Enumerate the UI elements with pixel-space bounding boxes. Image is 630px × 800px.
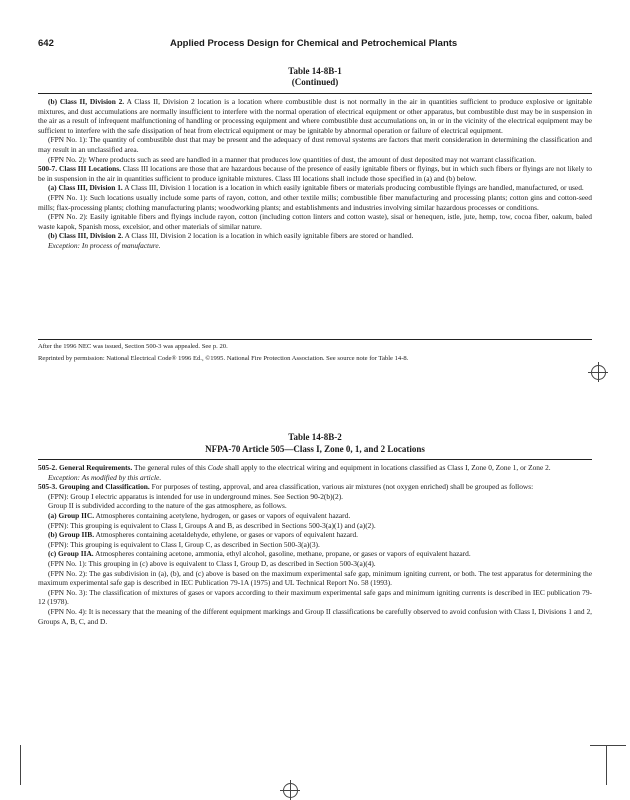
table2-body bbox=[38, 463, 592, 626]
crop-mark-crosshair-icon bbox=[280, 780, 300, 800]
table2-top-rule bbox=[38, 459, 592, 460]
table1-exception: Exception: In process of manufacture. bbox=[48, 240, 161, 250]
table2-paragraph: (FPN No. 4): It is necessary that the meaning of the different equipment markings and Group II classifications be carefully observed to avoid confusion with Class I, Divisions 1 and 2, Groups A, B, C, and D. bbox=[38, 606, 592, 626]
table2-paragraph: (a) Group IIC. Atmospheres containing acetylene, hydrogen, or gases or vapors of equivalent hazard. bbox=[48, 510, 351, 520]
table2-paragraph: (FPN): This grouping is equivalent to Class I, Group C, as described in Section 500-3(a)(3). bbox=[48, 539, 320, 549]
table1-subtitle: (Continued) bbox=[291, 77, 339, 87]
table1-paragraph: (b) Class III, Division 2. A Class III, Division 2 location is a location in which easily ignitable fibers are stored or handled. bbox=[48, 231, 414, 241]
book-title: Applied Process Design for Chemical and Petrochemical Plants bbox=[170, 38, 458, 49]
table1-paragraph: (a) Class III, Division 1. A Class III, Division 1 location is a location in which easily ignitable fibers or materials producing combustible flyings are handled, manufactured, or used. bbox=[48, 183, 584, 193]
table1-paragraph: (FPN No. 1): The quantity of combustible dust that may be present and the adequacy of dust removal systems are factors that merit consideration in determining the classification and may result in an unclassified area. bbox=[38, 135, 592, 154]
table2-paragraph: (FPN No. 3): The classification of mixtures of gases or vapors according to their maximum experimental safe gaps and minimum igniting currents is described in IEC publication 79-12 (1978). bbox=[38, 587, 592, 607]
table2-paragraph: (FPN): Group I electric apparatus is intended for use in underground mines. See Section 90-2(b)(2). bbox=[48, 491, 344, 501]
table1-note: After the 1996 NEC was issued, Section 500-3 was appealed. See p. 20. bbox=[38, 343, 228, 350]
table2-paragraph: 505-2. General Requirements. The general rules of this Code shall apply to the electrical wiring and equipment in locations classified as Class I, Zone 0, Zone 1, or Zone 2. bbox=[38, 463, 551, 472]
table1-paragraph: (FPN No. 2): Easily ignitable fibers and flyings include rayon, cotton (including cotton linters and cotton waste), sisal or henequen, istle, jute, hemp, tow, cocoa fiber, oakum, baled waste kapok, Spanish moss, excelsior, and other materials of similar nature. bbox=[38, 212, 592, 231]
table2-paragraph: (FPN No. 1): This grouping in (c) above is equivalent to Class I, Group D, as described in Section 500-3(a)(4). bbox=[48, 558, 376, 568]
table2-paragraph: (FPN): This grouping is equivalent to Class I, Groups A and B, as described in Sections 500-3(a)(1) and (a)(2). bbox=[48, 520, 376, 530]
crop-mark-line bbox=[20, 745, 21, 785]
table1-paragraph: (FPN No. 1): Such locations usually include some parts of rayon, cotton, and other textile mills; combustible fiber manufacturing and processing plants; cotton gins and cotton-seed mills; flax-processing plants; clothing manufacturing plants; woodworking plants; and establishments and industries involving similar hazardous processes or conditions. bbox=[38, 192, 592, 212]
table1-notes bbox=[38, 342, 592, 366]
table2-paragraph: Group II is subdivided according to the nature of the gas atmosphere, as follows. bbox=[48, 501, 287, 511]
table1-title: Table 14-8B-1 bbox=[288, 66, 342, 76]
table1-paragraph: (FPN No. 2): Where products such as seed are handled in a manner that produces low quantities of dust, the amount of dust deposited may not warrant classification. bbox=[48, 154, 536, 164]
table2-paragraph: (c) Group IIA. Atmospheres containing acetone, ammonia, ethyl alcohol, gasoline, methane, propane, or gases or vapors of equivalent hazard. bbox=[48, 549, 471, 559]
crop-mark-line bbox=[606, 745, 607, 785]
table2-paragraph: 505-3. Grouping and Classification. For purposes of testing, approval, and area classification, various air mixtures (not oxygen enriched) shall be grouped as follows: bbox=[38, 482, 534, 492]
table1-note: Reprinted by permission: National Electrical Code® 1996 Ed., ©1995. National Fire Protection Association. See source note for Table 14-8. bbox=[38, 355, 409, 362]
table1-paragraph: 500-7. Class III Locations. Class III locations are those that are hazardous because of the presence of easily ignitable fibers or flyings, but in which such fibers or flyings are not likely to be in suspension in the air in quantities sufficient to produce ignitable mixtures. Class III locations shall include those specified in (a) and (b) below. bbox=[38, 164, 592, 183]
page-number: 642 bbox=[38, 38, 54, 49]
table2-subtitle: NFPA-70 Article 505—Class I, Zone 0, 1, and 2 Locations bbox=[205, 444, 425, 454]
crop-mark-line bbox=[590, 745, 626, 746]
table2-title: Table 14-8B-2 bbox=[288, 432, 342, 442]
table2-exception: Exception: As modified by this article. bbox=[48, 472, 162, 482]
table1-body bbox=[38, 97, 592, 251]
table1-top-rule bbox=[38, 93, 592, 94]
table1-bottom-rule bbox=[38, 339, 592, 340]
table2-paragraph: (FPN No. 2): The gas subdivision in (a), (b), and (c) above is based on the maximum experimental safe gap, minimum igniting current, or both. The test apparatus for determining the maximum experimental safe gap is described in IEC Publication 79-1A (1975) and UL Technical Report No. 58 (1993). bbox=[38, 568, 592, 588]
table1-paragraph: (b) Class II, Division 2. A Class II, Division 2 location is a location where combustible dust is not normally in the air in quantities sufficient to produce explosive or ignitable mixtures, and dust accumulations are normally insufficient to interfere with the normal operation of electrical equipment or other apparatus, but combustible dust may be in suspension in the air as a result of infrequent malfunctioning of handling or processing equipment and where combustible dust accumulations on, in or in the vicinity of the electrical equipment may be sufficient to interfere with the safe dissipation of heat from electrical equipment or may be ignitable by abnormal operation or failure of electrical equipment. bbox=[38, 97, 593, 135]
table2-paragraph: (b) Group IIB. Atmospheres containing acetaldehyde, ethylene, or gases or vapors of equivalent hazard. bbox=[48, 530, 358, 540]
crop-mark-crosshair-icon bbox=[588, 362, 608, 382]
